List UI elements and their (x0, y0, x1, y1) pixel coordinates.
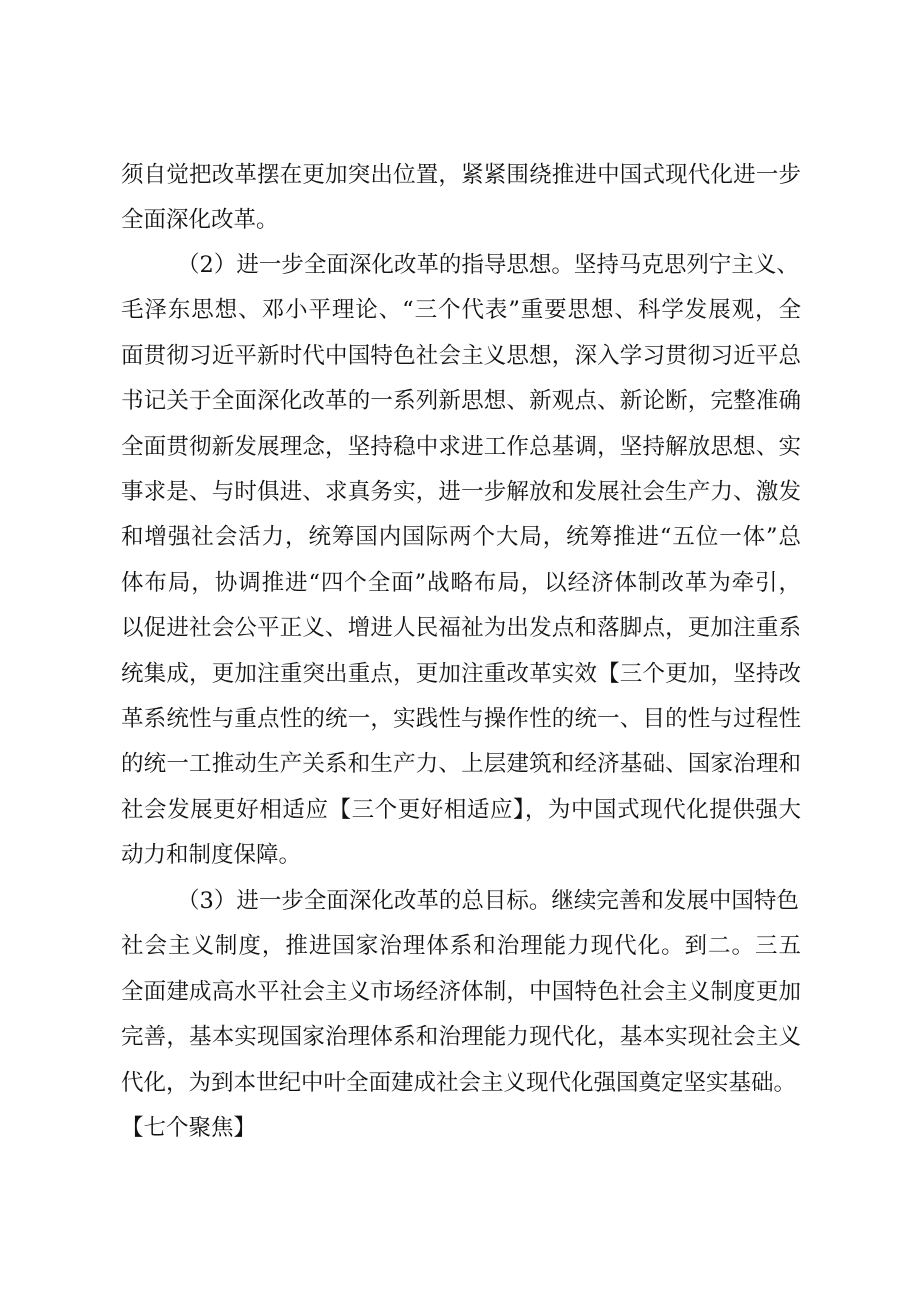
text-line: 革系统性与重点性的统一，实践性与操作性的统一、目的性与过程性 (121, 705, 801, 732)
text-line: 须自觉把改革摆在更加突出位置，紧紧围绕推进中国式现代化进一步 (121, 162, 801, 188)
text-line: 代化，为到本世纪中叶全面建成社会主义现代化强国奠定坚实基础。 (121, 1069, 797, 1096)
text-line: 社会主义制度，推进国家治理体系和治理能力现代化。到二。三五 (121, 933, 801, 960)
text-line: 书记关于全面深化改革的一系列新思想、新观点、新论断，完整准确 (121, 388, 801, 415)
text-line: （3）进一步全面深化改革的总目标。继续完善和发展中国特色 (177, 888, 799, 914)
text-line: 完善，基本实现国家治理体系和治理能力现代化，基本实现社会主义 (121, 1024, 801, 1051)
text-line: 全面深化改革。 (121, 207, 279, 234)
text-line: 统集成，更加注重突出重点，更加注重改革实效【三个更加，坚持改 (121, 660, 801, 687)
text-line: 毛泽东思想、邓小平理论、“三个代表”重要思想、科学发展观，全 (121, 297, 801, 324)
text-line: 事求是、与时俱进、求真务实，进一步解放和发展社会生产力、激发 (121, 478, 801, 505)
text-line: 体布局，协调推进“四个全面”战略布局，以经济体制改革为牵引， (121, 569, 801, 596)
text-line: 的统一工推动生产关系和生产力、上层建筑和经济基础、国家治理和 (121, 751, 801, 778)
text-line: 面贯彻习近平新时代中国特色社会主义思想，深入学习贯彻习近平总 (121, 342, 801, 369)
text-line: 全面贯彻新发展理念，坚持稳中求进工作总基调，坚持解放思想、实 (121, 433, 801, 460)
text-line: 以促进社会公平正义、增进人民福祉为出发点和落脚点，更加注重系 (121, 615, 801, 642)
text-line: （2）进一步全面深化改革的指导思想。坚持马克思列宁主义、 (177, 252, 799, 278)
text-line: 社会发展更好相适应【三个更好相适应】，为中国式现代化提供强大 (121, 796, 801, 823)
text-line: 【七个聚焦】 (121, 1114, 257, 1141)
text-line: 和增强社会活力，统筹国内国际两个大局，统筹推进“五位一体”总 (121, 524, 801, 551)
paragraph-1 (121, 153, 801, 244)
text-line: 动力和制度保障。 (121, 842, 302, 869)
text-line: 全面建成高水平社会主义市场经济体制，中国特色社会主义制度更加 (121, 978, 801, 1005)
paragraph-2 (121, 243, 801, 878)
paragraph-3 (121, 879, 801, 1151)
